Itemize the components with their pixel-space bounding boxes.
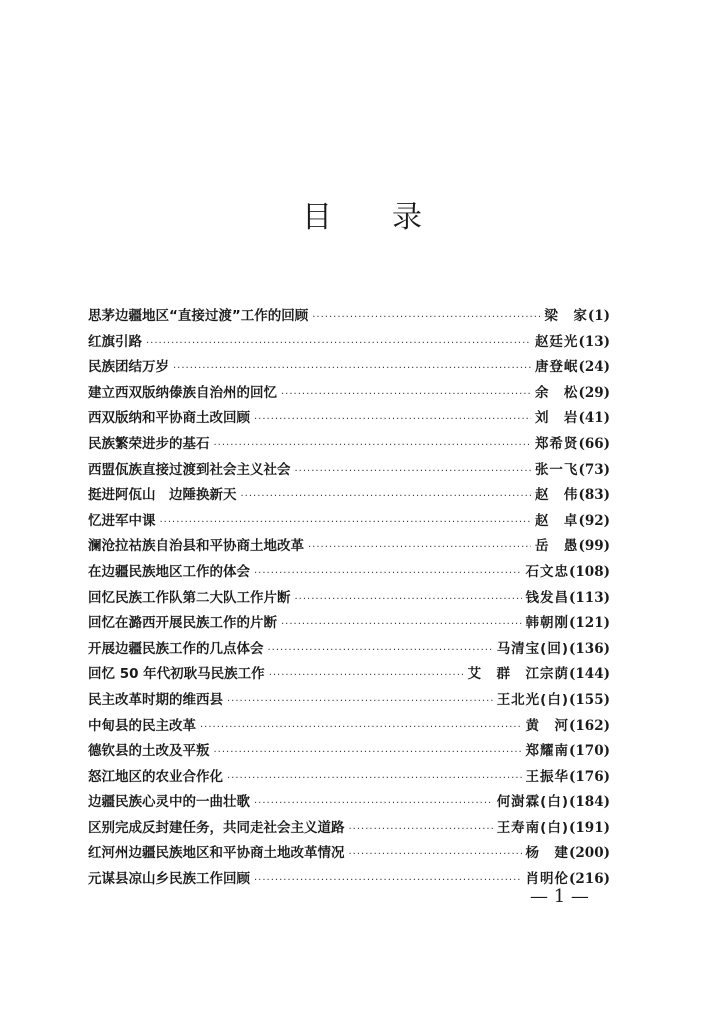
entry-page: (1)	[587, 308, 610, 324]
leader-dots	[214, 747, 522, 758]
entry-author: 石文忠	[525, 563, 570, 580]
toc-entry	[88, 560, 610, 586]
entry-page: (41)	[578, 410, 610, 427]
leader-dots	[281, 389, 531, 400]
entry-author: 黄 河	[525, 717, 570, 734]
entry-page: (144)	[569, 666, 610, 683]
entry-page: (162)	[569, 717, 610, 734]
toc-entry	[88, 432, 610, 458]
toc-entry	[88, 662, 610, 688]
leader-dots	[349, 849, 522, 860]
toc-entry	[88, 611, 610, 637]
entry-title: 西双版纳和平协商土改回顾	[88, 410, 250, 427]
entry-title: 边疆民族心灵中的一曲壮歌	[88, 794, 250, 811]
entry-title: 区别完成反封建任务，共同走社会主义道路	[88, 819, 345, 836]
leader-dots	[254, 414, 531, 425]
entry-author: 钱发昌	[525, 589, 570, 606]
entry-page: (24)	[578, 359, 610, 376]
entry-title: 回忆 50 年代初耿马民族工作	[88, 666, 265, 683]
leader-dots	[254, 875, 522, 886]
entry-page: (13)	[578, 333, 610, 350]
entry-page: (73)	[578, 461, 610, 478]
entry-author: 艾 群 江宗荫	[467, 666, 570, 683]
leader-dots	[254, 798, 493, 809]
entry-page: (191)	[569, 819, 610, 836]
leader-dots	[295, 466, 531, 477]
entry-page: (99)	[578, 538, 610, 555]
toc-entry	[88, 637, 610, 663]
leader-dots	[268, 645, 493, 656]
leader-dots	[227, 773, 522, 784]
entry-page: (200)	[569, 845, 610, 862]
entry-author: 王振华	[525, 768, 570, 785]
leader-dots	[295, 594, 522, 605]
toc-entry	[88, 458, 610, 484]
entry-page: (66)	[578, 435, 610, 452]
entry-author: 赵 卓	[534, 512, 579, 529]
toc-entry	[88, 330, 610, 356]
toc-entry	[88, 509, 610, 535]
entry-page: (216)	[569, 871, 610, 888]
toc-entry	[88, 739, 610, 765]
entry-page: (136)	[569, 640, 610, 657]
entry-title: 在边疆民族地区工作的体会	[88, 563, 250, 580]
toc-entry	[88, 586, 610, 612]
leader-dots	[173, 363, 531, 374]
leader-dots	[241, 491, 531, 502]
entry-author: 王寿南(白)	[496, 819, 570, 836]
entry-author: 何澍霖(白)	[496, 794, 570, 811]
entry-author: 韩朝刚	[525, 615, 570, 632]
table-of-contents	[88, 304, 610, 893]
entry-page: (83)	[578, 487, 610, 504]
entry-author: 杨 建	[525, 845, 570, 862]
toc-entry	[88, 381, 610, 407]
entry-title: 民族繁荣进步的基石	[88, 435, 210, 452]
entry-title: 建立西双版纳傣族自治州的回忆	[88, 384, 277, 401]
entry-title: 回忆在潞西开展民族工作的片断	[88, 615, 277, 632]
leader-dots	[308, 542, 531, 553]
leader-dots	[254, 568, 522, 579]
entry-page: (92)	[578, 512, 610, 529]
entry-title: 红河州边疆民族地区和平协商土地改革情况	[88, 845, 345, 862]
entry-author: 梁 家	[544, 308, 588, 324]
toc-entry	[88, 714, 610, 740]
leader-dots	[312, 312, 540, 323]
entry-title: 中甸县的民主改革	[88, 717, 196, 734]
entry-title: 民族团结万岁	[88, 359, 169, 376]
toc-entry	[88, 765, 610, 791]
entry-page: (176)	[569, 768, 610, 785]
toc-entry	[88, 304, 610, 330]
entry-page: (108)	[569, 563, 610, 580]
toc-entry	[88, 790, 610, 816]
entry-page: (29)	[578, 384, 610, 401]
entry-author: 刘 岩	[534, 410, 579, 427]
toc-entry	[88, 841, 610, 867]
leader-dots	[200, 722, 522, 733]
leader-dots	[227, 696, 493, 707]
leader-dots	[146, 338, 531, 349]
entry-title: 德钦县的土改及平叛	[88, 743, 210, 760]
entry-title: 元谋县凉山乡民族工作回顾	[88, 871, 250, 888]
leader-dots	[160, 517, 531, 528]
entry-author: 王北光(白)	[496, 691, 570, 708]
entry-title: 挺进阿佤山 边陲换新天	[88, 487, 237, 504]
entry-title: 忆进军中课	[88, 512, 156, 529]
entry-title: 澜沧拉祜族自治县和平协商土地改革	[88, 538, 304, 555]
toc-entry	[88, 688, 610, 714]
entry-author: 郑希贤	[534, 435, 579, 452]
toc-entry	[88, 406, 610, 432]
entry-author: 赵廷光	[534, 333, 579, 350]
toc-entry	[88, 534, 610, 560]
entry-title: 怒江地区的农业合作化	[88, 768, 223, 785]
leader-dots	[349, 824, 493, 835]
toc-entry	[88, 483, 610, 509]
leader-dots	[281, 619, 522, 630]
toc-entry	[88, 355, 610, 381]
entry-author: 唐登岷	[534, 359, 579, 376]
toc-entry	[88, 816, 610, 842]
entry-author: 马清宝(回)	[496, 640, 570, 657]
entry-author: 赵 伟	[534, 487, 579, 504]
page-title: 目录	[302, 200, 482, 235]
entry-page: (184)	[569, 794, 610, 811]
entry-title: 西盟佤族直接过渡到社会主义社会	[88, 461, 291, 478]
page-number: — 1 —	[530, 886, 589, 907]
leader-dots	[269, 670, 464, 681]
entry-author: 郑耀南	[525, 743, 570, 760]
entry-page: (121)	[569, 615, 610, 632]
entry-author: 肖明伦	[525, 871, 570, 888]
entry-title: 开展边疆民族工作的几点体会	[88, 640, 264, 657]
entry-author: 余 松	[534, 384, 579, 401]
leader-dots	[214, 440, 531, 451]
entry-page: (155)	[569, 691, 610, 708]
entry-title: 民主改革时期的维西县	[88, 691, 223, 708]
entry-title: 红旗引路	[88, 333, 142, 350]
entry-title: 回忆民族工作队第二大队工作片断	[88, 589, 291, 606]
entry-page: (113)	[569, 589, 610, 606]
entry-title: 思茅边疆地区“直接过渡”工作的回顾	[88, 308, 309, 324]
entry-page: (170)	[569, 743, 610, 760]
entry-author: 张一飞	[534, 461, 579, 478]
entry-author: 岳 愚	[534, 538, 579, 555]
